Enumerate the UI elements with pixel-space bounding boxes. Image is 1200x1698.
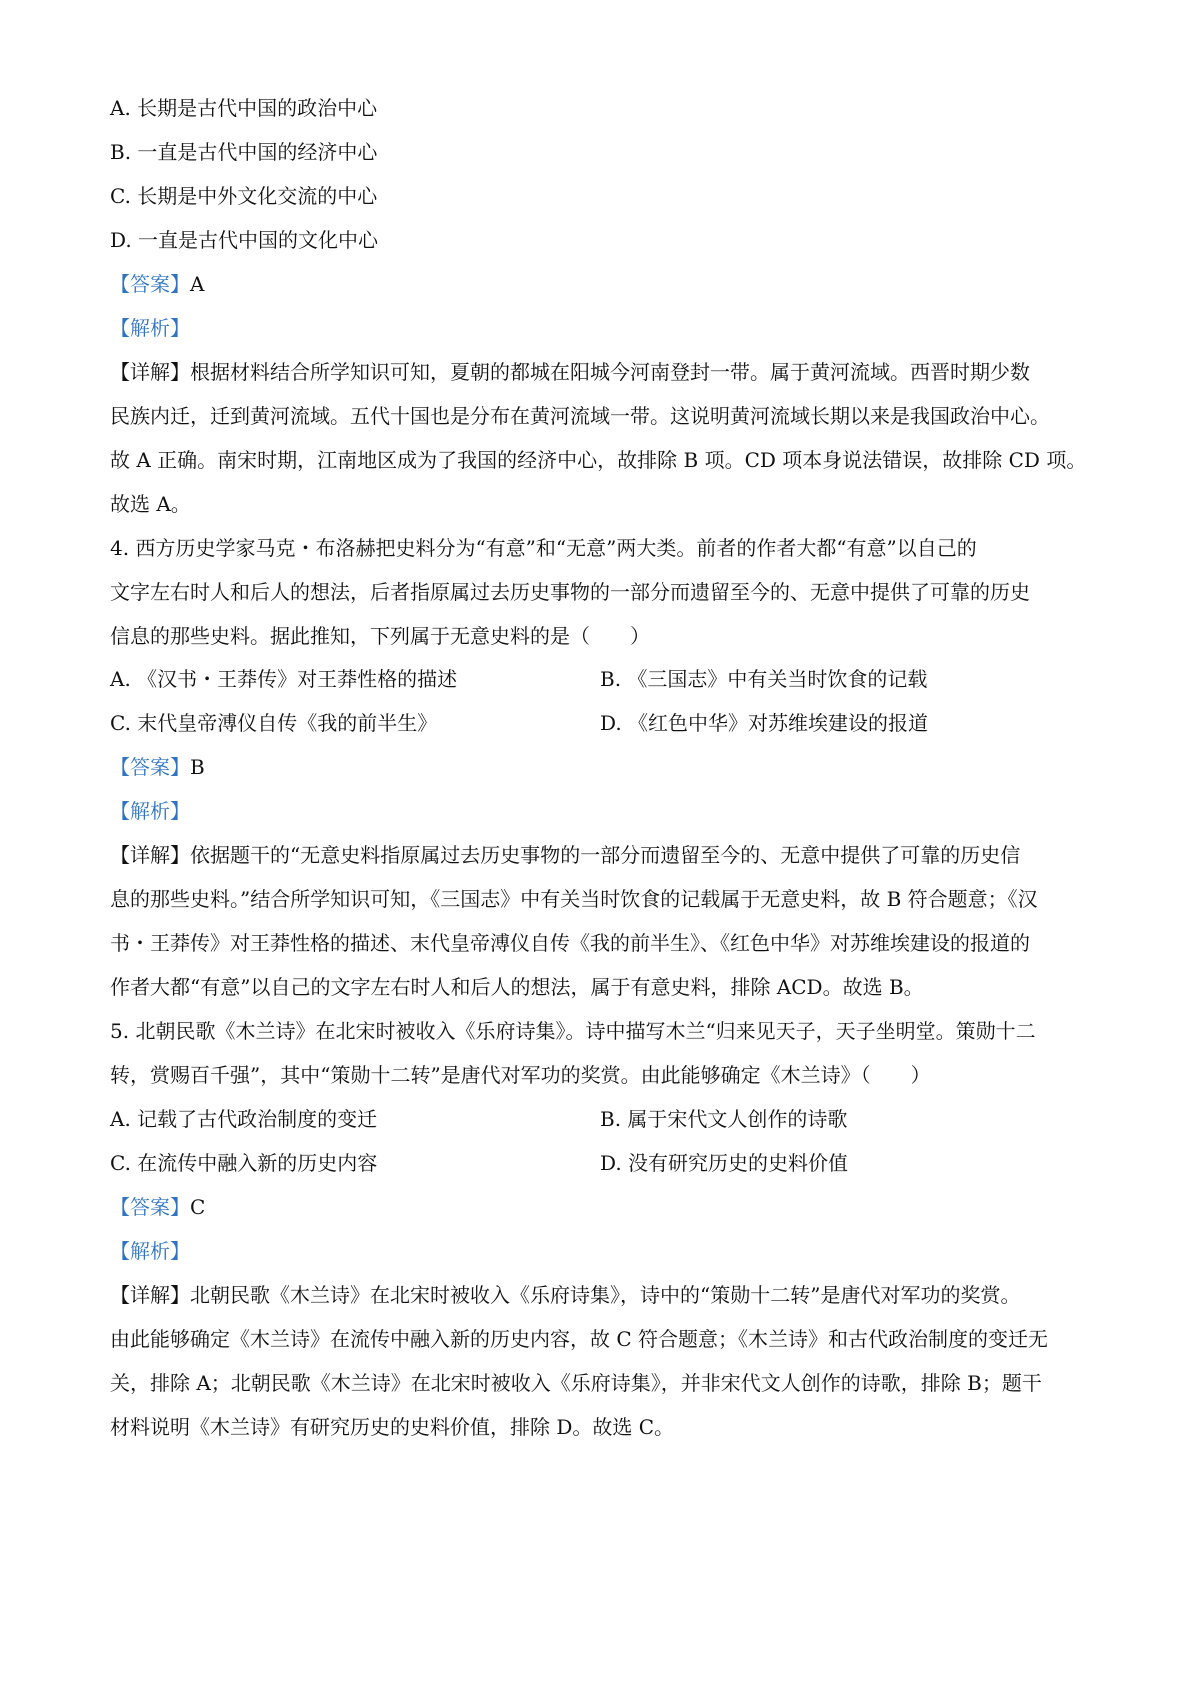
q4-detail-line: 息的那些史料。”结合所学知识可知，《三国志》中有关当时饮食的记载属于无意史料，故 B 符合题意；《汉 (110, 887, 1038, 911)
q3-detail-line: 故 A 正确。南宋时期，江南地区成为了我国的经济中心，故排除 B 项。CD 项本身说法错误，故排除 CD 项。 (110, 448, 1087, 472)
answer-label: 【答案】 (110, 272, 190, 296)
answer-value: B (190, 755, 205, 779)
q3-option-b: B. 一直是古代中国的经济中心 (110, 140, 378, 164)
q4-detail-line: 书・王莽传》对王莽性格的描述、末代皇帝溥仪自传《我的前半生》、《红色中华》对苏维埃建设的报道的 (110, 931, 1030, 955)
q3-option-d: D. 一直是古代中国的文化中心 (110, 228, 379, 252)
q5-option-d: D. 没有研究历史的史料价值 (600, 1151, 849, 1175)
detail-label: 【详解】 (110, 1283, 190, 1307)
q5-stem-line: 5. 北朝民歌《木兰诗》在北宋时被收入《乐府诗集》。诗中描写木兰“归来见天子，天子坐明堂。策勋十二 (110, 1019, 1036, 1043)
q3-detail-line: 故选 A。 (110, 492, 191, 516)
q4-option-b: B. 《三国志》中有关当时饮食的记载 (600, 667, 928, 691)
q5-answer (110, 1193, 1100, 1221)
q4-detail-line: 作者大都“有意”以自己的文字左右时人和后人的想法，属于有意史料，排除 ACD。故选 B。 (110, 975, 924, 999)
q4-options-row-1 (110, 665, 1100, 693)
q5-option-a: A. 记载了古代政治制度的变迁 (110, 1107, 378, 1131)
q4-option-c: C. 末代皇帝溥仪自传《我的前半生》 (110, 711, 438, 735)
q5-detail-line: 关，排除 A；北朝民歌《木兰诗》在北宋时被收入《乐府诗集》，并非宋代文人创作的诗歌，排除 B；题干 (110, 1371, 1042, 1395)
q3-option-c: C. 长期是中外文化交流的中心 (110, 184, 378, 208)
q3-analysis (110, 314, 1100, 342)
q5-detail-line: 材料说明《木兰诗》有研究历史的史料价值，排除 D。故选 C。 (110, 1415, 675, 1439)
q5-detail-line: 由此能够确定《木兰诗》在流传中融入新的历史内容，故 C 符合题意；《木兰诗》和古代政治制度的变迁无 (110, 1327, 1049, 1351)
q5-option-b: B. 属于宋代文人创作的诗歌 (600, 1107, 848, 1131)
detail-label: 【详解】 (110, 360, 190, 384)
q4-option-d: D. 《红色中华》对苏维埃建设的报道 (600, 711, 929, 735)
q5-stem-line: 转，赏赐百千强”，其中“策勋十二转”是唐代对军功的奖赏。由此能够确定《木兰诗》（ ） (110, 1063, 931, 1087)
answer-label: 【答案】 (110, 755, 190, 779)
q4-detail-line: 【详解】依据题干的“无意史料指原属过去历史事物的一部分而遗留至今的、无意中提供了可靠的历史信 (110, 843, 1021, 867)
q5-detail-line: 【详解】北朝民歌《木兰诗》在北宋时被收入《乐府诗集》，诗中的“策勋十二转”是唐代对军功的奖赏。 (110, 1283, 1021, 1307)
analysis-label: 【解析】 (110, 316, 190, 340)
q4-stem-line: 信息的那些史料。据此推知，下列属于无意史料的是（ ） (110, 624, 650, 648)
q4-stem-line: 文字左右时人和后人的想法，后者指原属过去历史事物的一部分而遗留至今的、无意中提供了可靠的历史 (110, 580, 1030, 604)
answer-value: C (190, 1195, 206, 1219)
q5-analysis (110, 1237, 1100, 1265)
answer-value: A (190, 272, 205, 296)
analysis-label: 【解析】 (110, 1239, 190, 1263)
detail-label: 【详解】 (110, 843, 190, 867)
q3-option-a: A. 长期是古代中国的政治中心 (110, 96, 378, 120)
q4-option-a: A. 《汉书・王莽传》对王莽性格的描述 (110, 667, 458, 691)
q5-options-row-1 (110, 1105, 1100, 1133)
q3-detail-line: 【详解】根据材料结合所学知识可知，夏朝的都城在阳城今河南登封一带。属于黄河流域。西晋时期少数 (110, 360, 1030, 384)
q3-detail-line: 民族内迁，迁到黄河流域。五代十国也是分布在黄河流域一带。这说明黄河流域长期以来是我国政治中心。 (110, 404, 1050, 428)
q3-answer (110, 270, 1100, 298)
q4-analysis (110, 797, 1100, 825)
analysis-label: 【解析】 (110, 799, 190, 823)
answer-label: 【答案】 (110, 1195, 190, 1219)
q4-answer (110, 753, 1100, 781)
q5-options-row-2 (110, 1149, 1100, 1177)
q4-options-row-2 (110, 709, 1100, 737)
q4-stem-line: 4. 西方历史学家马克・布洛赫把史料分为“有意”和“无意”两大类。前者的作者大都“有意”以自己的 (110, 536, 977, 560)
q5-option-c: C. 在流传中融入新的历史内容 (110, 1151, 378, 1175)
